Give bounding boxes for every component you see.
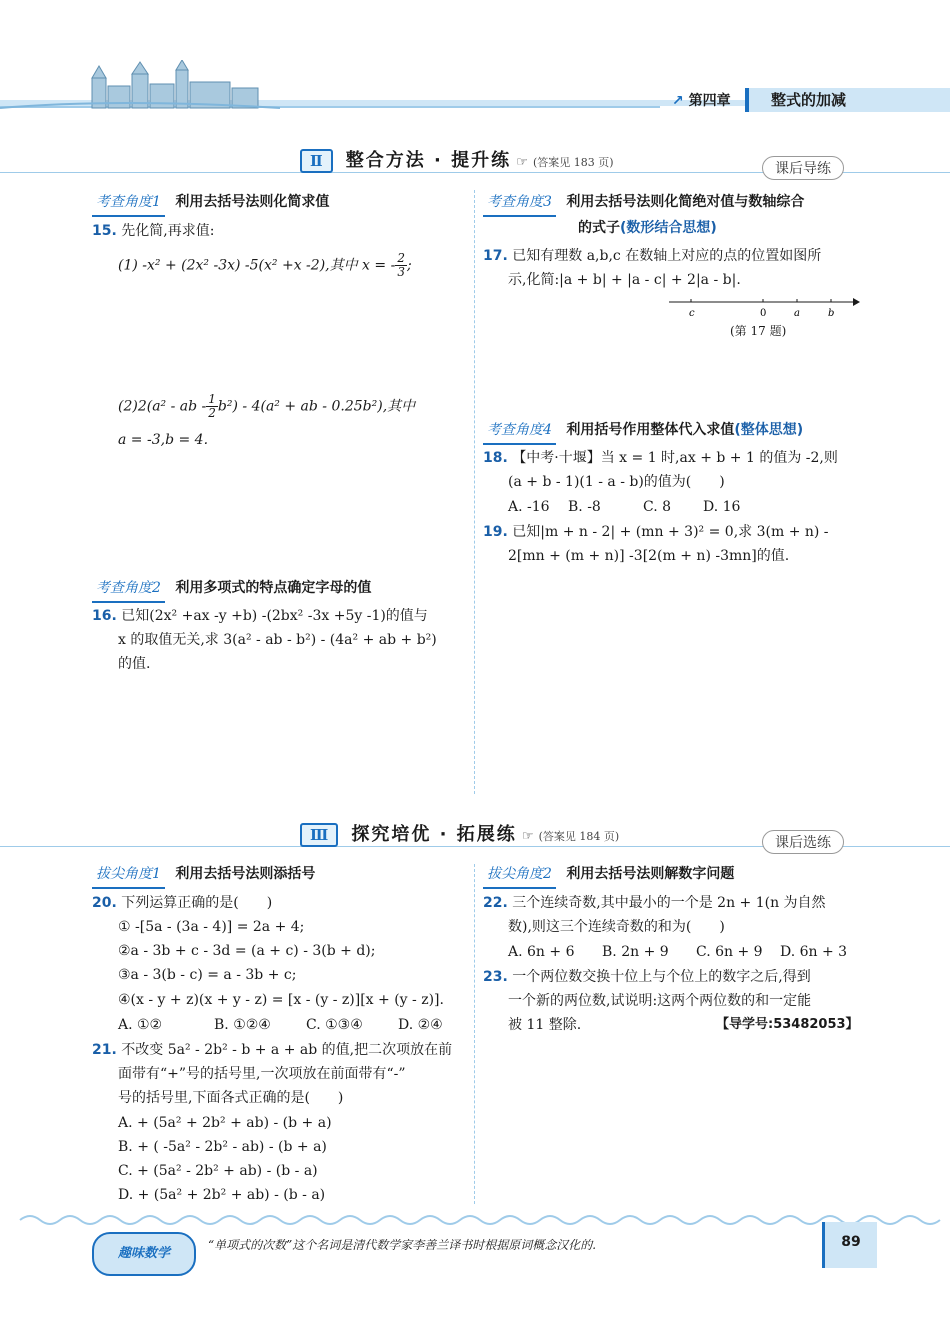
angle-title: 利用括号作用整体代入求值	[566, 422, 735, 438]
question-20-item: ②a - 3b + c - 3d = (a + c) - 3(b + d);	[118, 943, 376, 959]
question-19-line-2: 2[mn + (m + n)] -3[2(m + n) -3mn]的值.	[508, 548, 790, 564]
question-20-item: ③a - 3(b - c) = a - 3b + c;	[118, 967, 297, 983]
question-line-1: 已知|m + n - 2| + (mn + 3)² = 0,求 3(m + n) -	[512, 524, 829, 540]
label-a: a	[794, 308, 800, 319]
challenge-title: 利用去括号法则添括号	[175, 866, 316, 882]
section-3-tab: 课后选练	[762, 830, 844, 854]
question-number: 16.	[92, 608, 117, 624]
chapter-title	[745, 88, 950, 112]
section-3-numeral: Ⅲ	[300, 823, 338, 847]
question-number: 19.	[483, 524, 508, 540]
option: B. 2n + 9	[602, 944, 669, 960]
challenge-tag: 拔尖角度2	[483, 862, 556, 889]
question-text: 先化简,再求值:	[121, 223, 215, 239]
question-number: 23.	[483, 969, 508, 985]
section-3-title: 探究培优 · 拓展练	[351, 824, 517, 845]
question-line-1: 一个两位数交换十位上与个位上的数字之后,得到	[512, 969, 811, 985]
question-20-item: ① -[5a - (3a - 4)] = 2a + 4;	[118, 919, 305, 935]
question-21-option: B. + ( -5a² - 2b² - ab) - (b + a)	[118, 1139, 327, 1155]
angle-note: (整体思想)	[734, 422, 804, 438]
expression-end: ;	[406, 257, 412, 274]
expression-cont: b²) - 4(a² + ab - 0.25b²),其中	[217, 398, 416, 415]
option: A. 6n + 6	[508, 944, 575, 960]
question-line-1: 不改变 5a² - 2b² - b + a + ab 的值,把二次项放在前	[121, 1042, 453, 1058]
question-line-1: 已知有理数 a,b,c 在数轴上对应的点的位置如图所	[512, 248, 822, 264]
challenge-2-header	[483, 862, 734, 889]
section-3-answer-ref: (答案见 184 页)	[538, 830, 620, 843]
section-2-numeral: Ⅱ	[300, 149, 333, 173]
question-17-line-2: 示,化简:|a + b| + |a - c| + 2|a - b|.	[508, 272, 741, 288]
footer-note: “单项式的次数”这个名词是清代数学家李善兰译书时根据原词概念汉化的.	[208, 1238, 597, 1252]
option: D. 16	[703, 499, 741, 515]
option: C. 6n + 9	[696, 944, 763, 960]
section-2-tab: 课后导练	[762, 156, 844, 180]
angle-2-header	[92, 576, 371, 603]
fraction-den: 3	[397, 265, 405, 279]
question-number: 21.	[92, 1042, 117, 1058]
question-16	[92, 604, 428, 628]
question-17	[483, 244, 821, 268]
option: D. ②④	[398, 1017, 443, 1033]
question-15-part-2	[118, 393, 415, 420]
page-number-box	[822, 1222, 877, 1268]
option: A. -16	[508, 499, 550, 515]
question-19	[483, 520, 829, 544]
fraction	[395, 252, 407, 279]
angle-title: 利用多项式的特点确定字母的值	[175, 580, 372, 596]
column-divider	[474, 190, 475, 794]
section-2-title: 整合方法 · 提升练	[345, 150, 512, 171]
angle-tag: 考查角度2	[92, 576, 165, 603]
question-number: 17.	[483, 248, 508, 264]
question-15-part-2-values: a = -3,b = 4.	[118, 432, 209, 448]
expression: (2)2(a² - ab -	[118, 398, 207, 415]
fraction-num: 1	[208, 392, 216, 406]
option: C. ①③④	[306, 1017, 363, 1033]
question-number: 15.	[92, 223, 117, 239]
footer-wave	[0, 1212, 950, 1228]
challenge-tag: 拔尖角度1	[92, 862, 165, 889]
question-15	[92, 219, 214, 243]
section-2-header	[300, 146, 614, 173]
question-23	[483, 965, 811, 989]
challenge-1-header	[92, 862, 315, 889]
pointing-hand-icon: ☞	[516, 155, 528, 170]
question-line-1: 【中考·十堰】当 x = 1 时,ax + b + 1 的值为 -2,则	[512, 450, 838, 466]
option: B. -8	[568, 499, 601, 515]
fraction-den: 2	[208, 406, 216, 420]
fun-math-badge	[92, 1232, 196, 1276]
label-c: c	[689, 308, 695, 319]
question-20-item: ④(x - y + z)(x + y - z) = [x - (y - z)][x + (y - z)].	[118, 992, 444, 1008]
number-line-figure	[665, 292, 860, 322]
question-21-option: A. + (5a² + 2b² + ab) - (b + a)	[118, 1115, 332, 1131]
study-code: 【导学号:53482053】	[716, 1017, 859, 1032]
question-21-option: D. + (5a² + 2b² + ab) - (b - a)	[118, 1187, 326, 1203]
question-22-options	[508, 940, 847, 964]
section-3-header	[300, 820, 619, 847]
question-18-line-2: (a + b - 1)(1 - a - b)的值为( )	[508, 474, 725, 490]
question-22	[483, 891, 826, 915]
angle-3-header	[483, 190, 804, 217]
figure-caption: (第 17 题)	[730, 324, 787, 338]
option: B. ①②④	[214, 1017, 271, 1033]
angle-3-header-line-2	[578, 216, 717, 240]
question-line-1: 下列运算正确的是( )	[121, 895, 273, 911]
question-line-1: 三个连续奇数,其中最小的一个是 2n + 1(n 为自然	[512, 895, 826, 911]
angle-title-cont: 的式子	[578, 220, 620, 236]
angle-4-header	[483, 418, 803, 445]
expression: (1) -x² + (2x² -3x) -5(x² +x -2),其中 x = -	[118, 257, 396, 274]
angle-1-header	[92, 190, 329, 217]
question-15-part-1	[118, 252, 412, 279]
number-line-arrow	[853, 298, 860, 306]
chapter-number: 第四章	[688, 93, 731, 109]
question-20-options	[118, 1013, 443, 1037]
chapter-arrow-icon: ↗	[672, 93, 684, 109]
badge-label: 趣味数学	[117, 1246, 170, 1261]
label-0: 0	[760, 308, 767, 319]
label-b: b	[828, 308, 835, 319]
fraction	[206, 393, 218, 420]
option: A. ①②	[118, 1017, 163, 1033]
question-21-line-3: 号的括号里,下面各式正确的是( )	[118, 1090, 344, 1106]
option: C. 8	[643, 499, 672, 515]
question-21-line-2: 面带有“+”号的括号里,一次项放在前面带有“-”	[118, 1066, 406, 1082]
challenge-title: 利用去括号法则解数字问题	[566, 866, 735, 882]
angle-tag: 考查角度3	[483, 190, 556, 217]
question-16-line-2: x 的取值无关,求 3(a² - ab - b²) - (4a² + ab + b²)	[118, 632, 437, 648]
option: D. 6n + 3	[780, 944, 848, 960]
question-line-1: 已知(2x² +ax -y +b) -(2bx² -3x +5y -1)的值与	[121, 608, 428, 624]
question-23-line-2: 一个新的两位数,试说明:这两个两位数的和一定能	[508, 993, 812, 1009]
question-16-line-3: 的值.	[118, 656, 151, 672]
angle-title: 利用去括号法则化简绝对值与数轴综合	[566, 194, 805, 210]
page-number: 89	[841, 1234, 861, 1250]
angle-note: (数形结合思想)	[620, 220, 717, 236]
question-23-line-3: 被 11 整除.	[508, 1017, 582, 1033]
section-2-answer-ref: (答案见 183 页)	[532, 156, 614, 169]
question-number: 22.	[483, 895, 508, 911]
question-22-line-2: 数),则这三个连续奇数的和为( )	[508, 919, 725, 935]
question-number: 20.	[92, 895, 117, 911]
angle-tag: 考查角度1	[92, 190, 165, 217]
angle-tag: 考查角度4	[483, 418, 556, 445]
fraction-num: 2	[397, 251, 405, 265]
chapter-title-text: 整式的加减	[771, 91, 847, 109]
question-18	[483, 446, 838, 470]
question-number: 18.	[483, 450, 508, 466]
question-18-options	[508, 495, 740, 519]
question-21-option: C. + (5a² - 2b² + ab) - (b - a)	[118, 1163, 318, 1179]
question-20	[92, 891, 272, 915]
pointing-hand-icon: ☞	[521, 829, 534, 844]
question-21	[92, 1038, 452, 1062]
angle-title: 利用去括号法则化简求值	[175, 194, 330, 210]
column-divider-bottom	[474, 864, 475, 1204]
chapter-label	[672, 90, 731, 110]
